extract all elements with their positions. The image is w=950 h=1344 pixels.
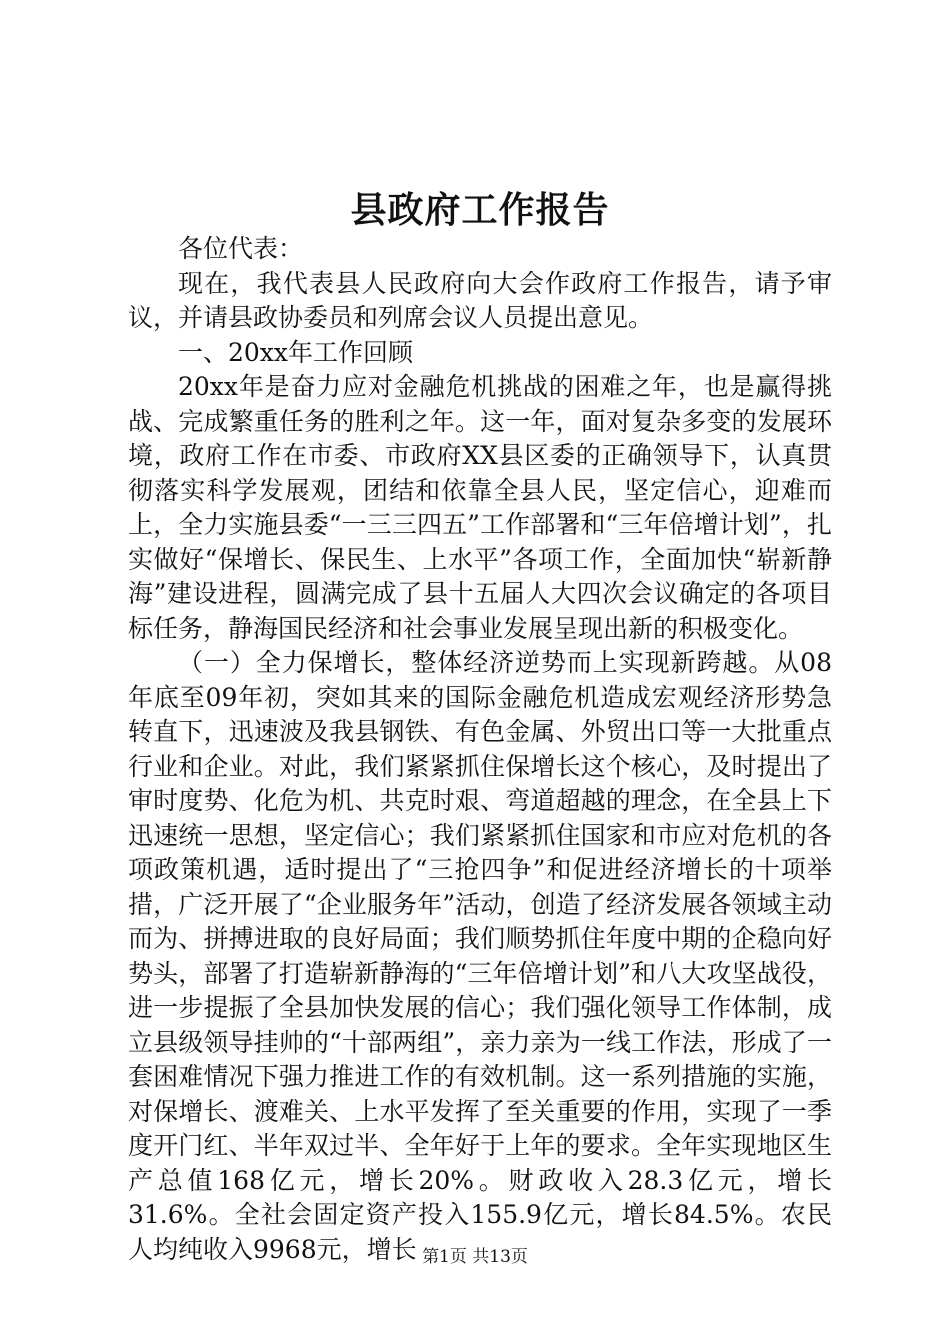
page-number-footer: 第1页 共13页 [422,1247,528,1267]
salutation-paragraph: 各位代表： [178,234,304,263]
section-heading: 一、20xx年工作回顾 [178,337,414,367]
review-paragraph: 20xx年是奋力应对金融危机挑战的困难之年，也是赢得挑战、完成繁重任务的胜利之年。这一年，面对复杂多变的发展环境，政府工作在市委、市政府XX县区委的正确领导下，认真贯彻落实科学发展观，团结和依靠全县人民，坚定信心，迎难而上，全力实施县委“一三三四五”工作部署和“三年倍增计划”，扎实做好“保增长、保民生、上水平”各项工作，全面加快“崭新静海”建设进程，圆满完成了县十五届人大四次会议确定的各项目标任务，静海国民经济和社会事业发展呈现出新的积极变化。 [128,372,832,643]
document-title: 县政府工作报告 [350,189,610,231]
growth-paragraph: （一）全力保增长，整体经济逆势而上实现新跨越。从08年底至09年初，突如其来的国际金融危机造成宏观经济形势急转直下，迅速波及我县钢铁、有色金属、外贸出口等一大批重点行业和企业。对此，我们紧紧抓住保增长这个核心，及时提出了审时度势、化危为机、共克时艰、弯道超越的理念，在全县上下迅速统一思想，坚定信心；我们紧紧抓住国家和市应对危机的各项政策机遇，适时提出了“三抢四争”和促进经济增长的十项举措，广泛开展了“企业服务年”活动，创造了经济发展各领域主动而为、拼搏进取的良好局面；我们顺势抓住年度中期的企稳向好势头，部署了打造崭新静海的“三年倍增计划”和八大攻坚战役，进一步提振了全县加快发展的信心；我们强化领导工作体制，成立县级领导挂帅的“十部两组”，亲力亲为一线工作法，形成了一套困难情况下强力推进工作的有效机制。这一系列措施的实施，对保增长、渡难关、上水平发挥了至关重要的作用，实现了一季度开门红、半年双过半、全年好于上年的要求。全年实现地区生产总值168亿元，增长20%。财政收入28.3亿元，增长31.6%。全社会固定资产投入155.9亿元，增长84.5%。农民人均纯收入9968元，增长 [128,648,832,1264]
intro-paragraph: 现在，我代表县人民政府向大会作政府工作报告，请予审议，并请县政协委员和列席会议人员提出意见。 [128,268,832,332]
document-body [128,232,832,1267]
